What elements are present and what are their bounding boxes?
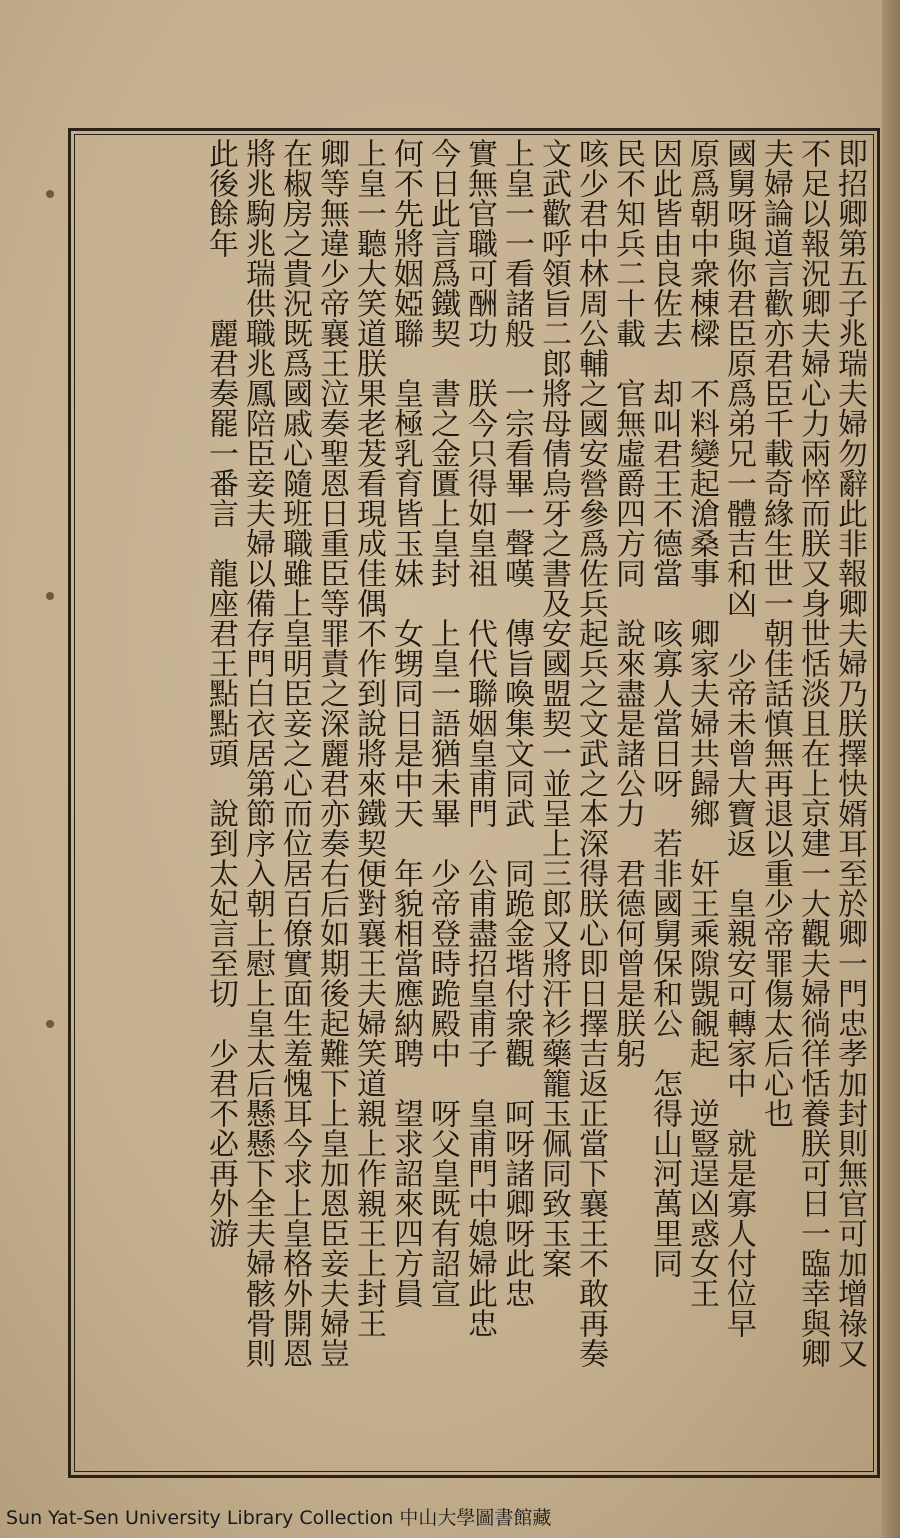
text-column: 此後餘年 麗君奏罷一番言 龍座君王點點頭 說到太妃言至切 少君不必再外游 — [203, 138, 238, 1248]
text-column: 將兆駒兆瑞供職兆鳳陪臣妾夫婦以備存門白衣居第節序入朝上慰上皇太后懸懸下全夫婦骸骨則 — [240, 138, 275, 1368]
text-column: 上皇一聽大笑道朕果老茇看現成佳偶不作到說將來鐵契便對襄王夫婦笑道親上作親王上封王 — [351, 138, 386, 1338]
text-column: 國舅呀與你君臣原爲弟兄一體吉和凶 少帝未曾大寶返 皇親安可轉家中 就是寡人付位早 — [721, 138, 756, 1338]
text-column: 今日此言爲鐵契 書之金匱上皇封 上皇一語猶未畢 少帝登時跪殿中 呀父皇既有詔宣 — [425, 138, 460, 1308]
collection-credit: Sun Yat-Sen University Library Collection 中山大學圖書館藏 — [6, 1507, 552, 1529]
text-column: 民不知兵二十載 官無虛爵四方同 說來盡是諸公力 君德何曾是朕躬 — [610, 138, 645, 1068]
text-column: 原爲朝中衆棟樑 不料變起滄桑事 卿家夫婦共歸鄉 奸王乘隙覬覦起 逆豎逞凶惑女王 — [684, 138, 719, 1308]
text-column: 文武歡呼領旨二郎將母倩烏牙之書及安國盟契一並呈上三郎又將汗衫藥籠玉佩同致玉案 — [536, 138, 571, 1278]
text-column: 實無官職可酬功 朕今只得如皇祖 代代聯姻皇甫門 公甫盡招皇甫子 皇甫門中媳婦此忠 — [462, 138, 497, 1338]
page-gutter — [882, 0, 900, 1538]
text-columns — [78, 138, 868, 1468]
binding-hole — [46, 1020, 54, 1028]
text-column: 卿等無違少帝襄王泣奏聖恩日重臣等罪責之深麗君亦奏右后如期後起難下上皇加恩臣妾夫婦豈 — [314, 138, 349, 1368]
binding-hole — [46, 592, 54, 600]
text-column: 因此皆由良佐去 却叫君王不德當 咳寡人當日呀 若非國舅保和公 怎得山河萬里同 — [647, 138, 682, 1278]
text-column: 不足以報況卿夫婦心力兩悴而朕又身世恬淡且在上京建一大觀夫婦徜徉恬養朕可日一臨幸與卿 — [795, 138, 830, 1368]
text-column: 即招卿第五子兆瑞夫婦勿辭此非報卿夫婦乃朕擇快婿耳至於卿一門忠孝加封則無官可加增祿又 — [832, 138, 867, 1368]
text-column: 上皇一一看諸般 一宗看畢一聲嘆 傳旨喚集文同武 同跪金堦付衆觀 呵呀諸卿呀此忠 — [499, 138, 534, 1308]
text-column: 何不先將姻婭聯 皇極乳育皆玉妹 女甥同日是中天 年貌相當應納聘 望求詔來四方員 — [388, 138, 423, 1308]
text-column: 在椒房之貴況既爲國戚心隨班職雖上皇明臣妾之心而位居百僚實面生羞愧耳今求上皇格外開恩 — [277, 138, 312, 1368]
binding-hole — [46, 190, 54, 198]
text-column: 咳少君中林周公輔之國安營參爲佐兵起兵之文武之本深得朕心即日擇吉返正當下襄王不敢再奏 — [573, 138, 608, 1368]
text-column: 夫婦論道言歡亦君臣千載奇緣生世一朝佳話慎無再退以重少帝罪傷太后心也 — [758, 138, 793, 1128]
